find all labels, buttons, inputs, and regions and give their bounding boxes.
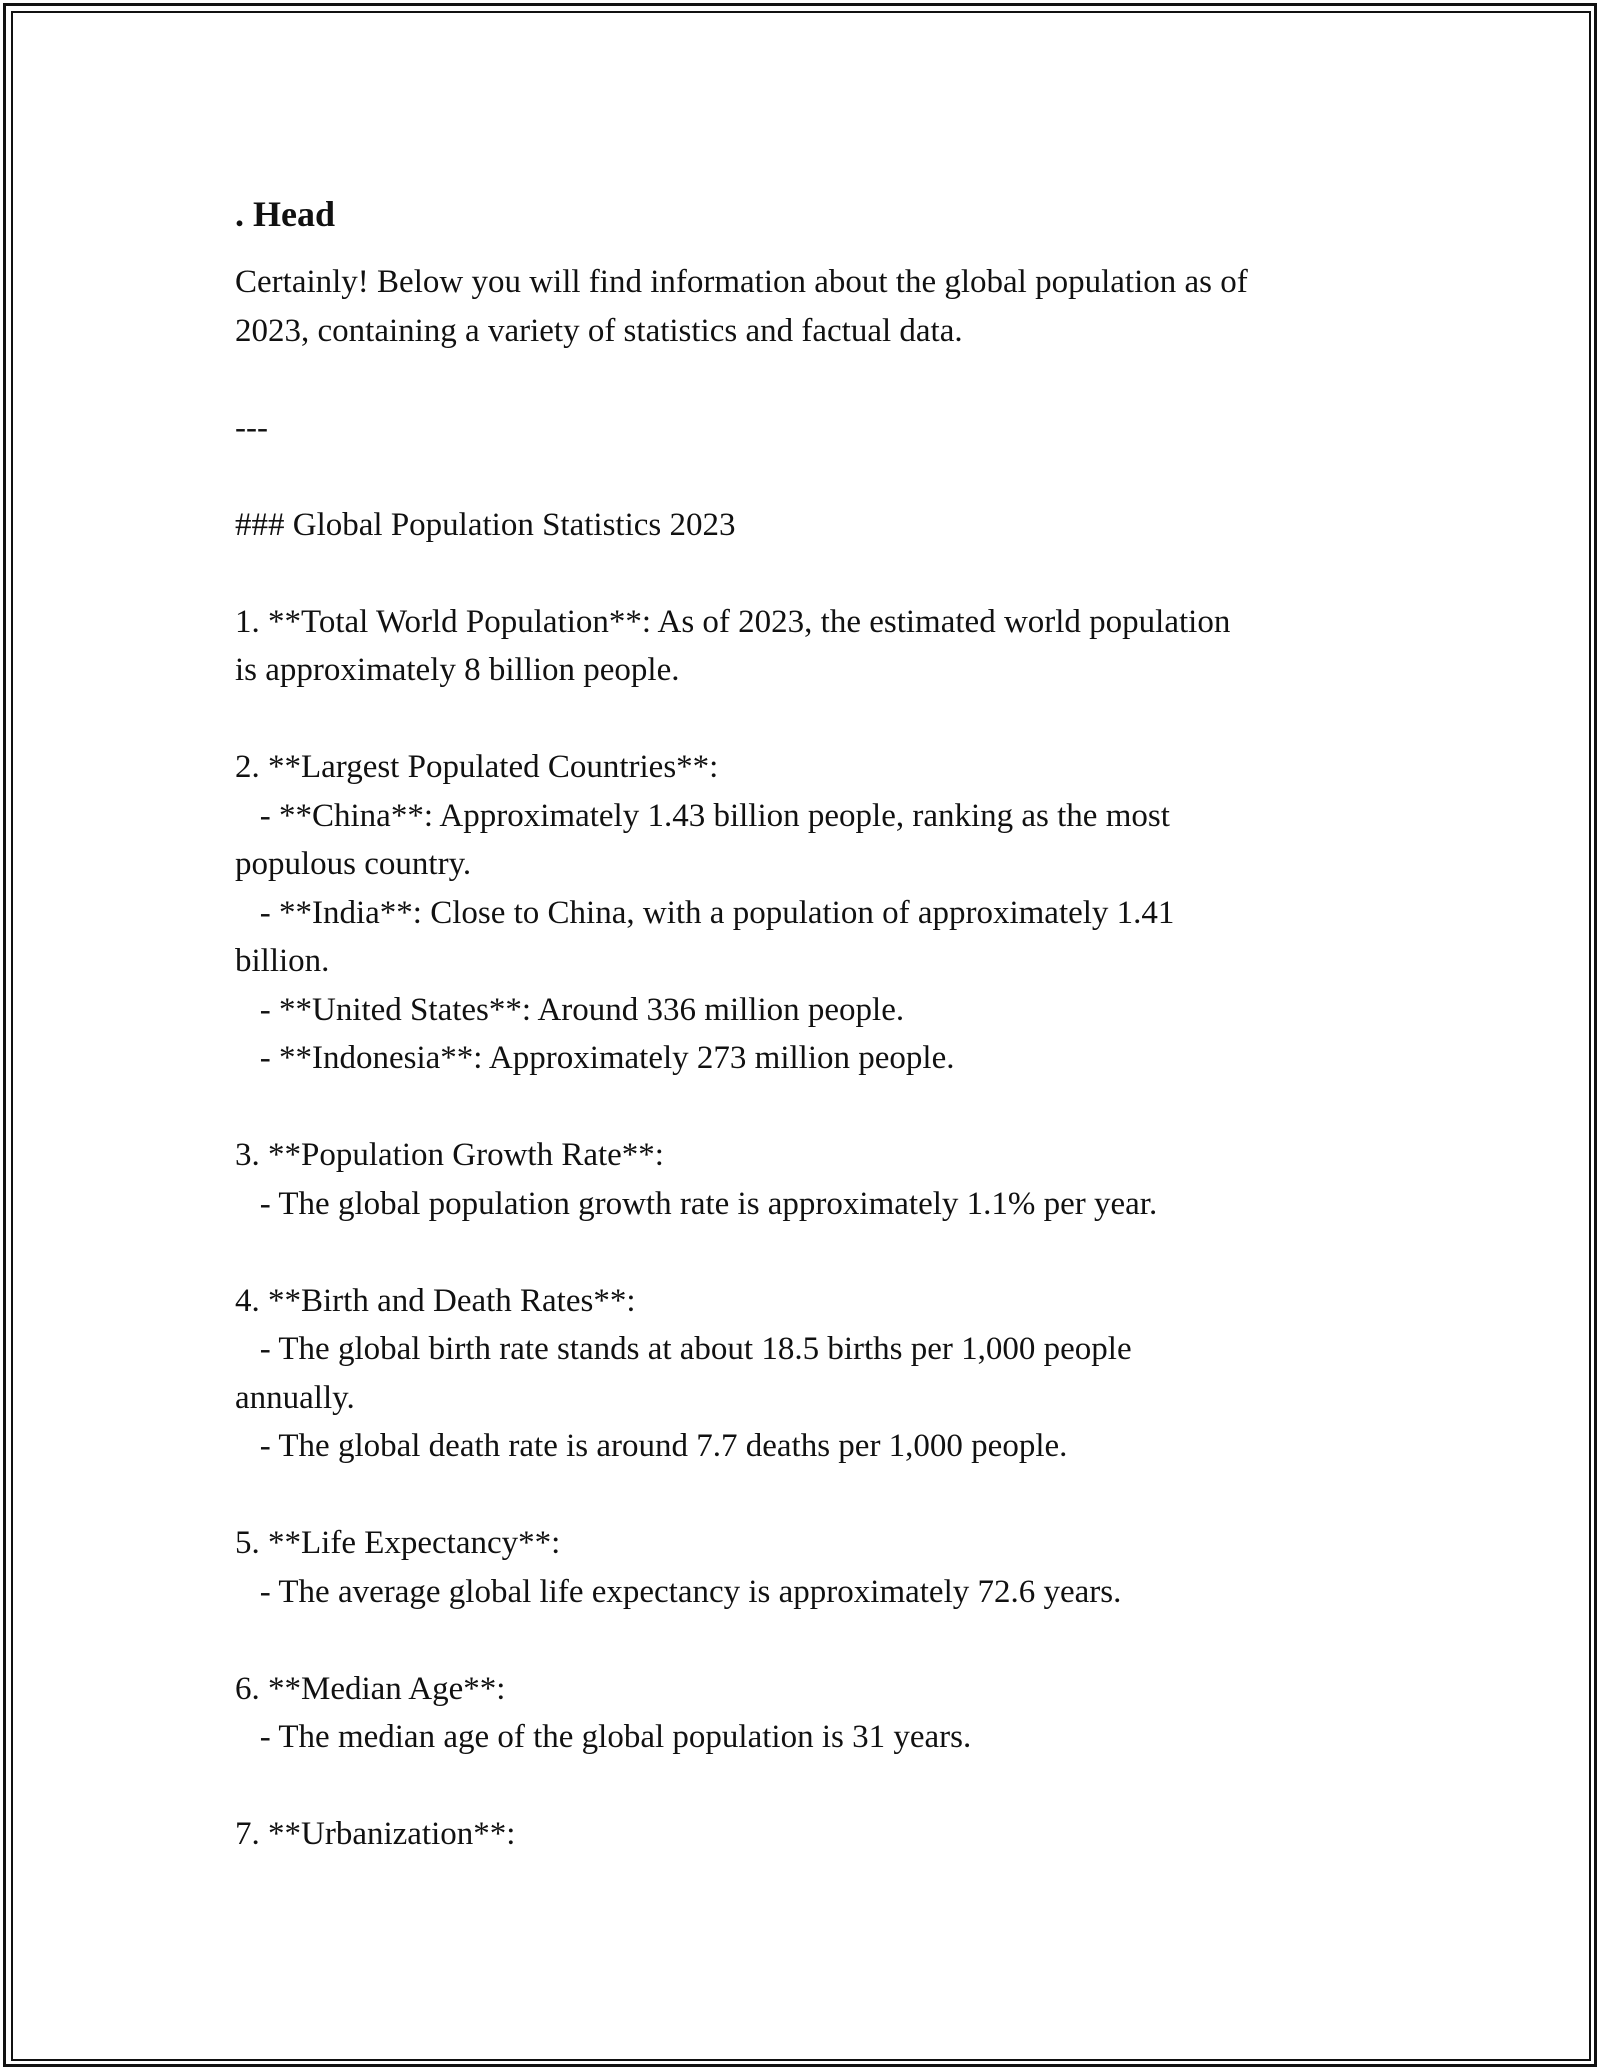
text-line: ### Global Population Statistics 2023: [235, 506, 736, 543]
text-line: 5. **Life Expectancy**:: [235, 1525, 561, 1561]
text-line: - **India**: Close to China, with a population of approximately 1.41: [235, 894, 1175, 931]
text-line: billion.: [235, 943, 330, 979]
heading-gap: [235, 238, 1385, 258]
document-body: [235, 190, 1385, 1859]
blank-line: [235, 1228, 1385, 1277]
text-line: 4. **Birth and Death Rates**:: [235, 1282, 636, 1319]
text-line: - The global death rate is around 7.7 deaths per 1,000 people.: [235, 1428, 1068, 1464]
text-line: Certainly! Below you will find information about the global population as of: [235, 264, 1248, 300]
text-line: 2023, containing a variety of statistics and factual data.: [235, 312, 963, 349]
text-line: - **China**: Approximately 1.43 billion people, ranking as the most: [235, 797, 1170, 834]
text-line: 1. **Total World Population**: As of 2023, the estimated world population: [235, 603, 1231, 640]
blank-line: [235, 695, 1385, 744]
text-line: 6. **Median Age**:: [235, 1670, 506, 1707]
document-heading: . Head: [235, 194, 336, 234]
text-line: 2. **Largest Populated Countries**:: [235, 749, 719, 785]
text-line: - **United States**: Around 336 million people.: [235, 991, 905, 1028]
text-line: - The global birth rate stands at about 18.5 births per 1,000 people: [235, 1331, 1132, 1367]
text-line: - The average global life expectancy is approximately 72.6 years.: [235, 1573, 1122, 1610]
blank-line: [235, 1083, 1385, 1132]
document-lines: [235, 258, 1385, 1859]
text-line: 3. **Population Growth Rate**:: [235, 1137, 664, 1173]
text-line: annually.: [235, 1379, 355, 1416]
blank-line: [235, 355, 1385, 404]
text-line: - The global population growth rate is approximately 1.1% per year.: [235, 1185, 1158, 1222]
text-line: 7. **Urbanization**:: [235, 1816, 516, 1852]
text-line: - **Indonesia**: Approximately 273 million people.: [235, 1040, 955, 1076]
blank-line: [235, 549, 1385, 598]
blank-line: [235, 1762, 1385, 1811]
blank-line: [235, 1616, 1385, 1665]
text-line: populous country.: [235, 846, 472, 882]
text-line: is approximately 8 billion people.: [235, 652, 680, 688]
text-line: - The median age of the global population is 31 years.: [235, 1719, 972, 1755]
blank-line: [235, 1471, 1385, 1520]
blank-line: [235, 452, 1385, 501]
text-line: ---: [235, 409, 268, 446]
